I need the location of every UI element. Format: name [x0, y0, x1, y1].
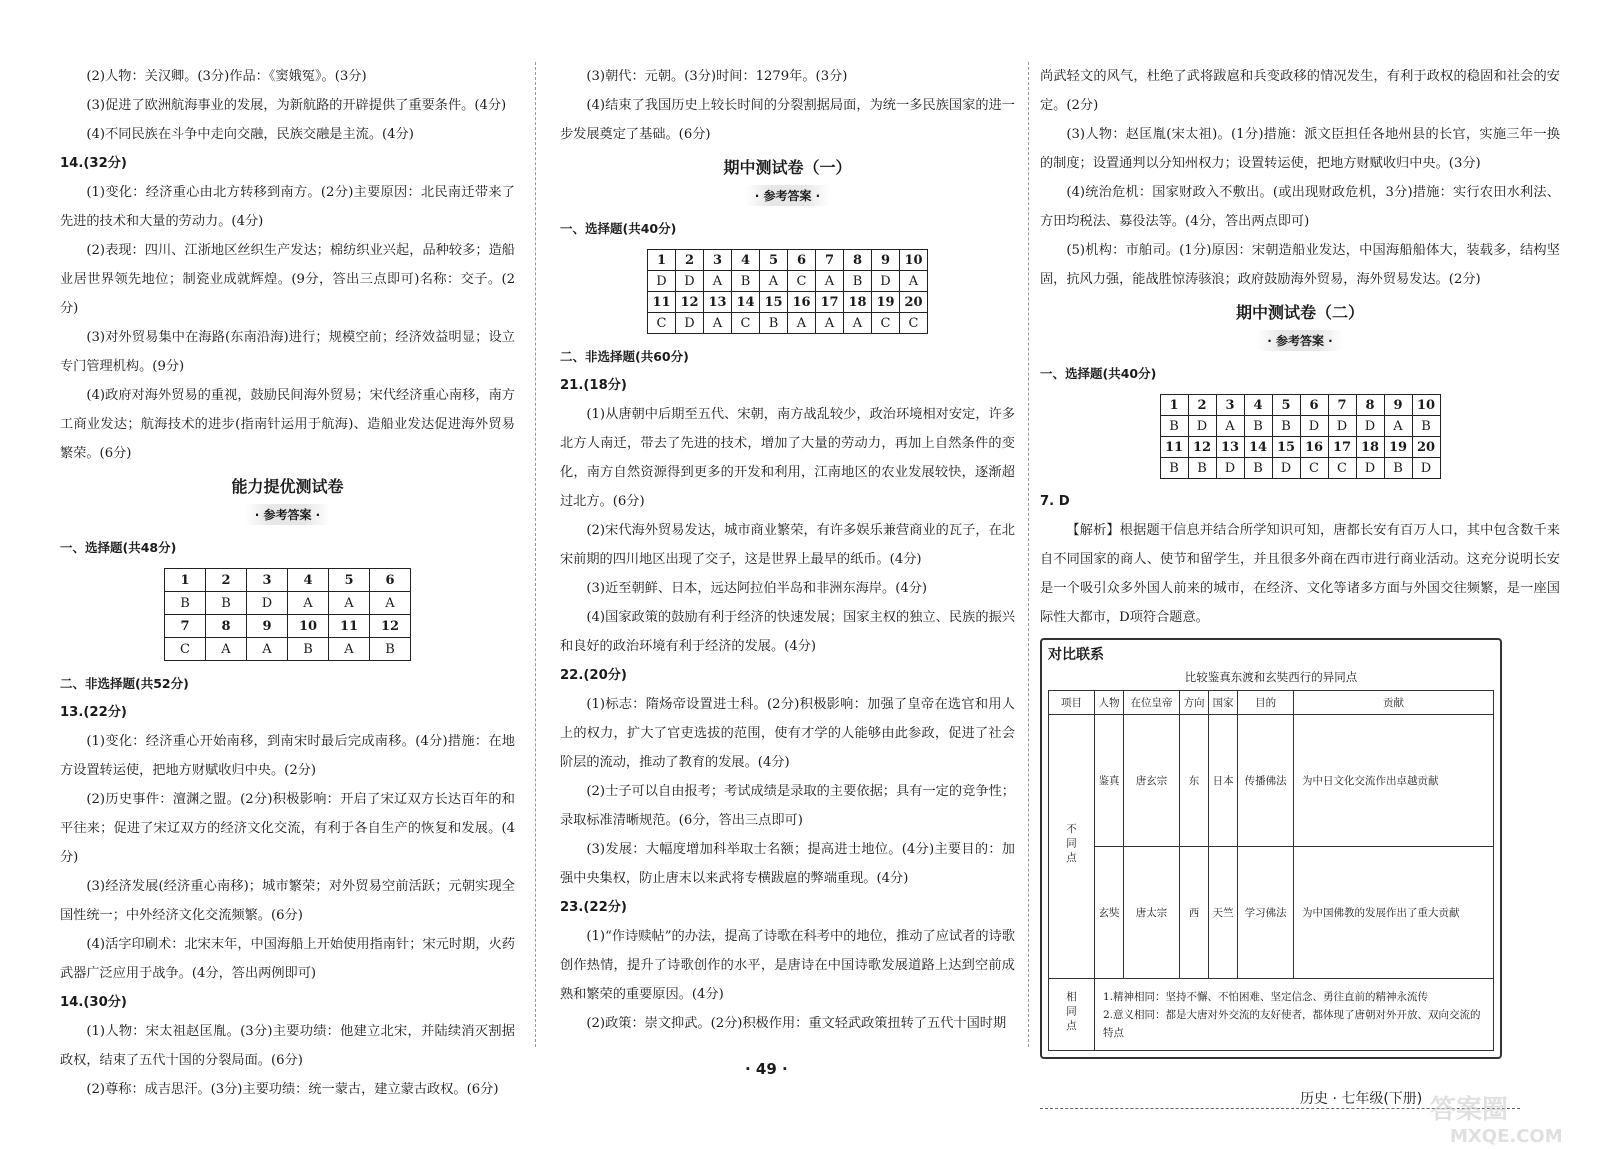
answer-cell: A [816, 313, 844, 334]
answer-paragraph: (2)历史事件：澶渊之盟。(2分)积极影响：开启了宋辽双方长达百年的和平往来；促进了宋辽双方的经济文化交流，有利于各自生产的恢复和发展。(4分) [60, 792, 515, 865]
answer-cell: A [206, 638, 247, 661]
question-heading: 14.(30分) [60, 995, 127, 1010]
answer-paragraph: (2)士子可以自由报考；考试成绩是录取的主要依据；具有一定的竞争性；录取标准清晰规范。(6分，答出三点即可) [560, 784, 1015, 828]
answer-cell: B [760, 313, 788, 334]
test-title: 期中测试卷（二） [1235, 303, 1364, 322]
question-number-cell: 1 [165, 569, 206, 592]
comparison-cell: 东 [1179, 715, 1208, 847]
answer-grid-row [165, 638, 411, 661]
comparison-cell: 为中国佛教的发展作出了重大贡献 [1294, 847, 1494, 979]
comparison-cell: 唐玄宗 [1124, 715, 1180, 847]
question-number-cell: 20 [1412, 437, 1440, 458]
answer-cell: D [1412, 458, 1440, 479]
question-number-cell: 15 [1272, 437, 1300, 458]
answer-paragraph: (4)不同民族在斗争中走向交融，民族交融是主流。(4分) [86, 127, 414, 142]
same-label-cell [1049, 979, 1095, 1051]
same-label: 相同点 [1065, 991, 1077, 1035]
question-number-cell: 8 [206, 615, 247, 638]
answer-cell: D [648, 271, 676, 292]
answer-cell: A [329, 592, 370, 615]
watermark-logo [1420, 1090, 1580, 1149]
answer-cell: A [788, 313, 816, 334]
comparison-table [1048, 690, 1494, 1051]
answer-cell: B [370, 638, 411, 661]
question-number-cell: 7 [165, 615, 206, 638]
comparison-cell: 玄奘 [1095, 847, 1124, 979]
column-divider-2 [1028, 62, 1029, 1047]
comparison-cell: 为中日文化交流作出卓越贡献 [1294, 715, 1494, 847]
question-number-cell: 12 [676, 292, 704, 313]
answer-paragraph: (1)从唐朝中后期至五代、宋朝，南方战乱较少，政治环境相对安定，许多北方人南迁，带去了先进的技术，增加了大量的劳动力，再加上自然条件的变化，南方自然资源得到更多的开发和利用，江南地区的农业发展较快，逐渐超过北方。(6分) [560, 407, 1015, 509]
question-number-cell: 3 [247, 569, 288, 592]
comparison-cell: 学习佛法 [1238, 847, 1294, 979]
comparison-cell: 唐太宗 [1124, 847, 1180, 979]
question-number-cell: 9 [1384, 395, 1412, 416]
diff-label: 不同点 [1065, 823, 1077, 867]
test-title: 能力提优测试卷 [231, 477, 344, 496]
answer-cell: B [1412, 416, 1440, 437]
question-number-cell: 11 [329, 615, 370, 638]
question-number-cell: 10 [1412, 395, 1440, 416]
question-heading: 7. D [1040, 494, 1070, 509]
answer-grid-table6 [164, 568, 411, 661]
comparison-header-row [1049, 691, 1494, 715]
answer-cell: D [872, 271, 900, 292]
answer-cell: A [1216, 416, 1244, 437]
question-number-cell: 19 [872, 292, 900, 313]
reference-answer-banner [60, 504, 515, 525]
section-heading: 一、选择题(共40分) [1040, 366, 1157, 381]
section-heading: 二、非选择题(共52分) [60, 676, 189, 691]
question-number-cell: 12 [370, 615, 411, 638]
question-number-cell: 13 [704, 292, 732, 313]
reference-answer-label: · 参考答案 · [245, 504, 330, 525]
question-number-cell: 18 [844, 292, 872, 313]
answer-paragraph: (4)统治危机：国家财政入不敷出。(或出现财政危机，3分)措施：实行农田水利法、方田均税法、募役法等。(4分，答出两点即可) [1040, 185, 1560, 229]
question-number-cell: 18 [1356, 437, 1384, 458]
section-heading: 二、非选择题(共60分) [560, 349, 689, 364]
answer-cell: A [844, 313, 872, 334]
reference-answer-banner [1040, 330, 1560, 351]
answer-cell: D [1328, 416, 1356, 437]
answer-paragraph: 尚武轻文的风气，杜绝了武将跋扈和兵变政移的情况发生，有利于政权的稳固和社会的安定。(2分) [1040, 69, 1560, 113]
panel-caption: 比较鉴真东渡和玄奘西行的异同点 [1184, 670, 1358, 684]
page-number: · 49 · [745, 1060, 788, 1078]
answer-cell: B [1272, 416, 1300, 437]
answer-cell: C [648, 313, 676, 334]
answer-cell: A [760, 271, 788, 292]
answer-cell: B [1160, 416, 1188, 437]
answer-cell: D [676, 313, 704, 334]
answer-cell: A [288, 592, 329, 615]
question-heading: 23.(22分) [560, 900, 627, 915]
question-number-cell: 19 [1384, 437, 1412, 458]
question-number-cell: 3 [1216, 395, 1244, 416]
answer-cell: A [816, 271, 844, 292]
answer-grid-row [165, 592, 411, 615]
column-right [1040, 62, 1560, 1059]
answer-cell: D [1272, 458, 1300, 479]
question-number-cell: 5 [760, 250, 788, 271]
answer-grid-row [1160, 437, 1440, 458]
answer-grid-row [648, 313, 928, 334]
answer-cell: A [900, 271, 928, 292]
answer-paragraph: (4)国家政策的鼓励有利于经济的快速发展；国家主权的独立、民族的振兴和良好的政治环境有利于经济的发展。(4分) [560, 610, 1015, 654]
similarity-line: 2.意义相同：都是大唐对外交流的友好使者，都体现了唐朝对外开放、双向交流的特点 [1103, 1008, 1481, 1039]
question-number-cell: 10 [288, 615, 329, 638]
question-number-cell: 6 [1300, 395, 1328, 416]
question-number-cell: 14 [1244, 437, 1272, 458]
question-number-cell: 6 [370, 569, 411, 592]
answer-grid-table10b [1160, 394, 1441, 479]
answer-paragraph: (1)标志：隋炀帝设置进士科。(2分)积极影响：加强了皇帝在选官和用人上的权力，扩大了官吏选拔的范围，使有才学的人能够由此参政，促进了社会阶层的流动，推动了教育的发展。(4分) [560, 697, 1015, 770]
answer-grid-row [165, 569, 411, 592]
question-number-cell: 5 [1272, 395, 1300, 416]
answer-paragraph: (1)人物：宋太祖赵匡胤。(3分)主要功绩：他建立北宋，并陆续消灭割据政权，结束了五代十国的分裂局面。(6分) [60, 1024, 515, 1068]
question-number-cell: 8 [844, 250, 872, 271]
answer-cell: A [704, 313, 732, 334]
answer-grid-row [648, 292, 928, 313]
answer-cell: B [1188, 458, 1216, 479]
question-number-cell: 14 [732, 292, 760, 313]
column-middle [560, 62, 1015, 1038]
column-divider-1 [535, 62, 536, 1047]
answer-cell: B [1384, 458, 1412, 479]
answer-cell: B [732, 271, 760, 292]
answer-paragraph: (2)宋代海外贸易发达，城市商业繁荣，有许多娱乐兼营商业的瓦子，在北宋前期的四川地区出现了交子，这是世界上最早的纸币。(4分) [560, 523, 1015, 567]
question-number-cell: 10 [900, 250, 928, 271]
answer-cell: A [704, 271, 732, 292]
question-number-cell: 9 [872, 250, 900, 271]
answer-paragraph: (3)促进了欧洲航海事业的发展，为新航路的开辟提供了重要条件。(4分) [86, 98, 507, 113]
answer-paragraph: (2)尊称：成吉思汗。(3分)主要功绩：统一蒙古，建立蒙古政权。(6分) [86, 1082, 499, 1097]
section-heading: 一、选择题(共40分) [560, 221, 677, 236]
test-title: 期中测试卷（一） [723, 158, 852, 177]
answer-cell: B [288, 638, 329, 661]
question-number-cell: 16 [788, 292, 816, 313]
question-number-cell: 7 [816, 250, 844, 271]
reference-answer-label: · 参考答案 · [1257, 330, 1342, 351]
comparison-cell: 传播佛法 [1238, 715, 1294, 847]
answer-cell: A [370, 592, 411, 615]
similarity-row [1049, 979, 1494, 1051]
answer-cell: C [1300, 458, 1328, 479]
comparison-cell: 日本 [1209, 715, 1238, 847]
svg-text:MXQE.COM: MXQE.COM [1450, 1126, 1563, 1147]
comparison-header-cell: 国家 [1209, 691, 1238, 715]
question-number-cell: 11 [648, 292, 676, 313]
comparison-cell: 西 [1179, 847, 1208, 979]
question-heading: 14.(32分) [60, 156, 127, 171]
answer-grid-row [648, 271, 928, 292]
answer-paragraph: (4)活字印刷术：北宋末年，中国海船上开始使用指南针；宋元时期，火药武器广泛应用于战争。(4分，答出两例即可) [60, 937, 515, 981]
reference-answer-label: · 参考答案 · [745, 185, 830, 206]
question-number-cell: 2 [676, 250, 704, 271]
comparison-header-cell: 项目 [1049, 691, 1095, 715]
question-number-cell: 9 [247, 615, 288, 638]
question-number-cell: 13 [1216, 437, 1244, 458]
answer-cell: D [1356, 458, 1384, 479]
answer-paragraph: (4)政府对海外贸易的重视，鼓励民间海外贸易；宋代经济重心南移，南方工商业发达；航海技术的进步(指南针运用于航海)、造船业发达促进海外贸易繁荣。(6分) [60, 388, 515, 461]
question-number-cell: 1 [1160, 395, 1188, 416]
question-number-cell: 7 [1328, 395, 1356, 416]
answer-paragraph: (2)政策：崇文抑武。(2分)积极作用：重文轻武政策扭转了五代十国时期 [586, 1016, 1007, 1031]
answer-cell: B [206, 592, 247, 615]
answer-grid-table10a [647, 249, 928, 334]
answer-cell: C [1328, 458, 1356, 479]
answer-cell: D [1216, 458, 1244, 479]
question-number-cell: 1 [648, 250, 676, 271]
svg-text:答案圈: 答案圈 [1430, 1095, 1509, 1125]
answer-paragraph: 【解析】根据题干信息并结合所学知识可知，唐都长安有百万人口，其中包含数千来自不同国家的商人、使节和留学生，并且很多外商在西市进行商业活动。这充分说明长安是一个吸引众多外国人前来的城市，在经济、文化等诸多方面与外国交往频繁，是一座国际性大都市，D项符合题意。 [1040, 523, 1560, 625]
question-number-cell: 4 [1244, 395, 1272, 416]
answer-cell: D [247, 592, 288, 615]
answer-cell: C [732, 313, 760, 334]
answer-cell: D [1300, 416, 1328, 437]
answer-grid-row [1160, 395, 1440, 416]
answer-grid-row [1160, 458, 1440, 479]
answer-paragraph: (2)表现：四川、江浙地区丝织生产发达；棉纺织业兴起，品种较多；造船业居世界领先地位；制瓷业成就辉煌。(9分，答出三点即可)名称：交子。(2分) [60, 243, 515, 316]
question-number-cell: 4 [288, 569, 329, 592]
answer-cell: D [676, 271, 704, 292]
question-number-cell: 17 [1328, 437, 1356, 458]
answer-cell: C [788, 271, 816, 292]
question-number-cell: 4 [732, 250, 760, 271]
question-number-cell: 15 [760, 292, 788, 313]
question-number-cell: 16 [1300, 437, 1328, 458]
comparison-cell: 天竺 [1209, 847, 1238, 979]
question-number-cell: 3 [704, 250, 732, 271]
footer-book-title: 历史 · 七年级(下册) [1300, 1091, 1423, 1107]
answer-paragraph: (1)变化：经济重心由北方转移到南方。(2分)主要原因：北民南迁带来了先进的技术和大量的劳动力。(4分) [60, 185, 515, 229]
comparison-cell: 鉴真 [1095, 715, 1124, 847]
similarity-line: 1.精神相同：坚持不懈、不怕困难、坚定信念、勇往直前的精神永流传 [1103, 990, 1429, 1003]
comparison-panel [1040, 638, 1502, 1059]
question-number-cell: 11 [1160, 437, 1188, 458]
panel-heading: 对比联系 [1048, 647, 1104, 663]
comparison-row [1049, 847, 1494, 979]
question-heading: 22.(20分) [560, 668, 627, 683]
answer-paragraph: (2)人物：关汉卿。(3分)作品：《窦娥冤》。(3分) [86, 69, 367, 84]
question-number-cell: 2 [206, 569, 247, 592]
answer-grid-row [648, 250, 928, 271]
answer-cell: B [1244, 416, 1272, 437]
answer-cell: C [165, 638, 206, 661]
answer-cell: A [1384, 416, 1412, 437]
question-number-cell: 12 [1188, 437, 1216, 458]
answer-cell: A [247, 638, 288, 661]
answer-paragraph: (4)结束了我国历史上较长时间的分裂割据局面，为统一多民族国家的进一步发展奠定了基础。(6分) [560, 98, 1015, 142]
comparison-header-cell: 目的 [1238, 691, 1294, 715]
answer-paragraph: (1)变化：经济重心开始南移，到南宋时最后完成南移。(4分)措施：在地方设置转运使，把地方财赋收归中央。(2分) [60, 734, 515, 778]
column-left [60, 62, 515, 1104]
answer-paragraph: (3)人物：赵匡胤(宋太祖)。(1分)措施：派文臣担任各地州县的长官，实施三年一换的制度；设置通判以分知州权力；设置转运使，把地方财赋收归中央。(3分) [1040, 127, 1560, 171]
answer-paragraph: (1)“作诗赎帖”的办法，提高了诗歌在科考中的地位，推动了应试者的诗歌创作热情，提升了诗歌创作的水平，是唐诗在中国诗歌发展道路上达到空前成熟和繁荣的重要原因。(4分) [560, 929, 1015, 1002]
question-heading: 21.(18分) [560, 378, 627, 393]
answer-cell: A [329, 638, 370, 661]
diff-label-cell [1049, 715, 1095, 979]
section-heading: 一、选择题(共48分) [60, 540, 177, 555]
question-number-cell: 6 [788, 250, 816, 271]
question-number-cell: 2 [1188, 395, 1216, 416]
question-number-cell: 20 [900, 292, 928, 313]
answer-cell: B [165, 592, 206, 615]
answer-cell: D [1188, 416, 1216, 437]
question-heading: 13.(22分) [60, 705, 127, 720]
question-number-cell: 5 [329, 569, 370, 592]
answer-cell: C [872, 313, 900, 334]
answer-cell: B [1160, 458, 1188, 479]
comparison-header-cell: 人物 [1095, 691, 1124, 715]
answer-paragraph: (3)经济发展(经济重心南移)；城市繁荣；对外贸易空前活跃；元朝实现全国性统一；中外经济文化交流频繁。(6分) [60, 879, 515, 923]
comparison-row [1049, 715, 1494, 847]
answer-paragraph: (3)发展：大幅度增加科举取士名额；提高进士地位。(4分)主要目的：加强中央集权，防止唐末以来武将专横跋扈的弊端重现。(4分) [560, 842, 1015, 886]
answer-cell: B [1244, 458, 1272, 479]
question-number-cell: 17 [816, 292, 844, 313]
reference-answer-banner [560, 185, 1015, 206]
answer-grid-row [1160, 416, 1440, 437]
answer-cell: C [900, 313, 928, 334]
answer-cell: D [1356, 416, 1384, 437]
comparison-header-cell: 贡献 [1294, 691, 1494, 715]
answer-paragraph: (5)机构：市舶司。(1分)原因：宋朝造船业发达，中国海船船体大，装载多，结构坚固，抗风力强，能战胜惊涛骇浪；政府鼓励海外贸易，海外贸易发达。(2分) [1040, 243, 1560, 287]
answer-cell: B [844, 271, 872, 292]
answer-paragraph: (3)朝代：元朝。(3分)时间：1279年。(3分) [586, 69, 848, 84]
comparison-header-cell: 在位皇帝 [1124, 691, 1180, 715]
answer-paragraph: (3)对外贸易集中在海路(东南沿海)进行；规模空前；经济效益明显；设立专门管理机构。(9分) [60, 330, 515, 374]
comparison-header-cell: 方向 [1179, 691, 1208, 715]
question-number-cell: 8 [1356, 395, 1384, 416]
answer-paragraph: (3)近至朝鲜、日本，远达阿拉伯半岛和非洲东海岸。(4分) [586, 581, 928, 596]
answer-grid-row [165, 615, 411, 638]
similarity-cell [1095, 979, 1494, 1051]
